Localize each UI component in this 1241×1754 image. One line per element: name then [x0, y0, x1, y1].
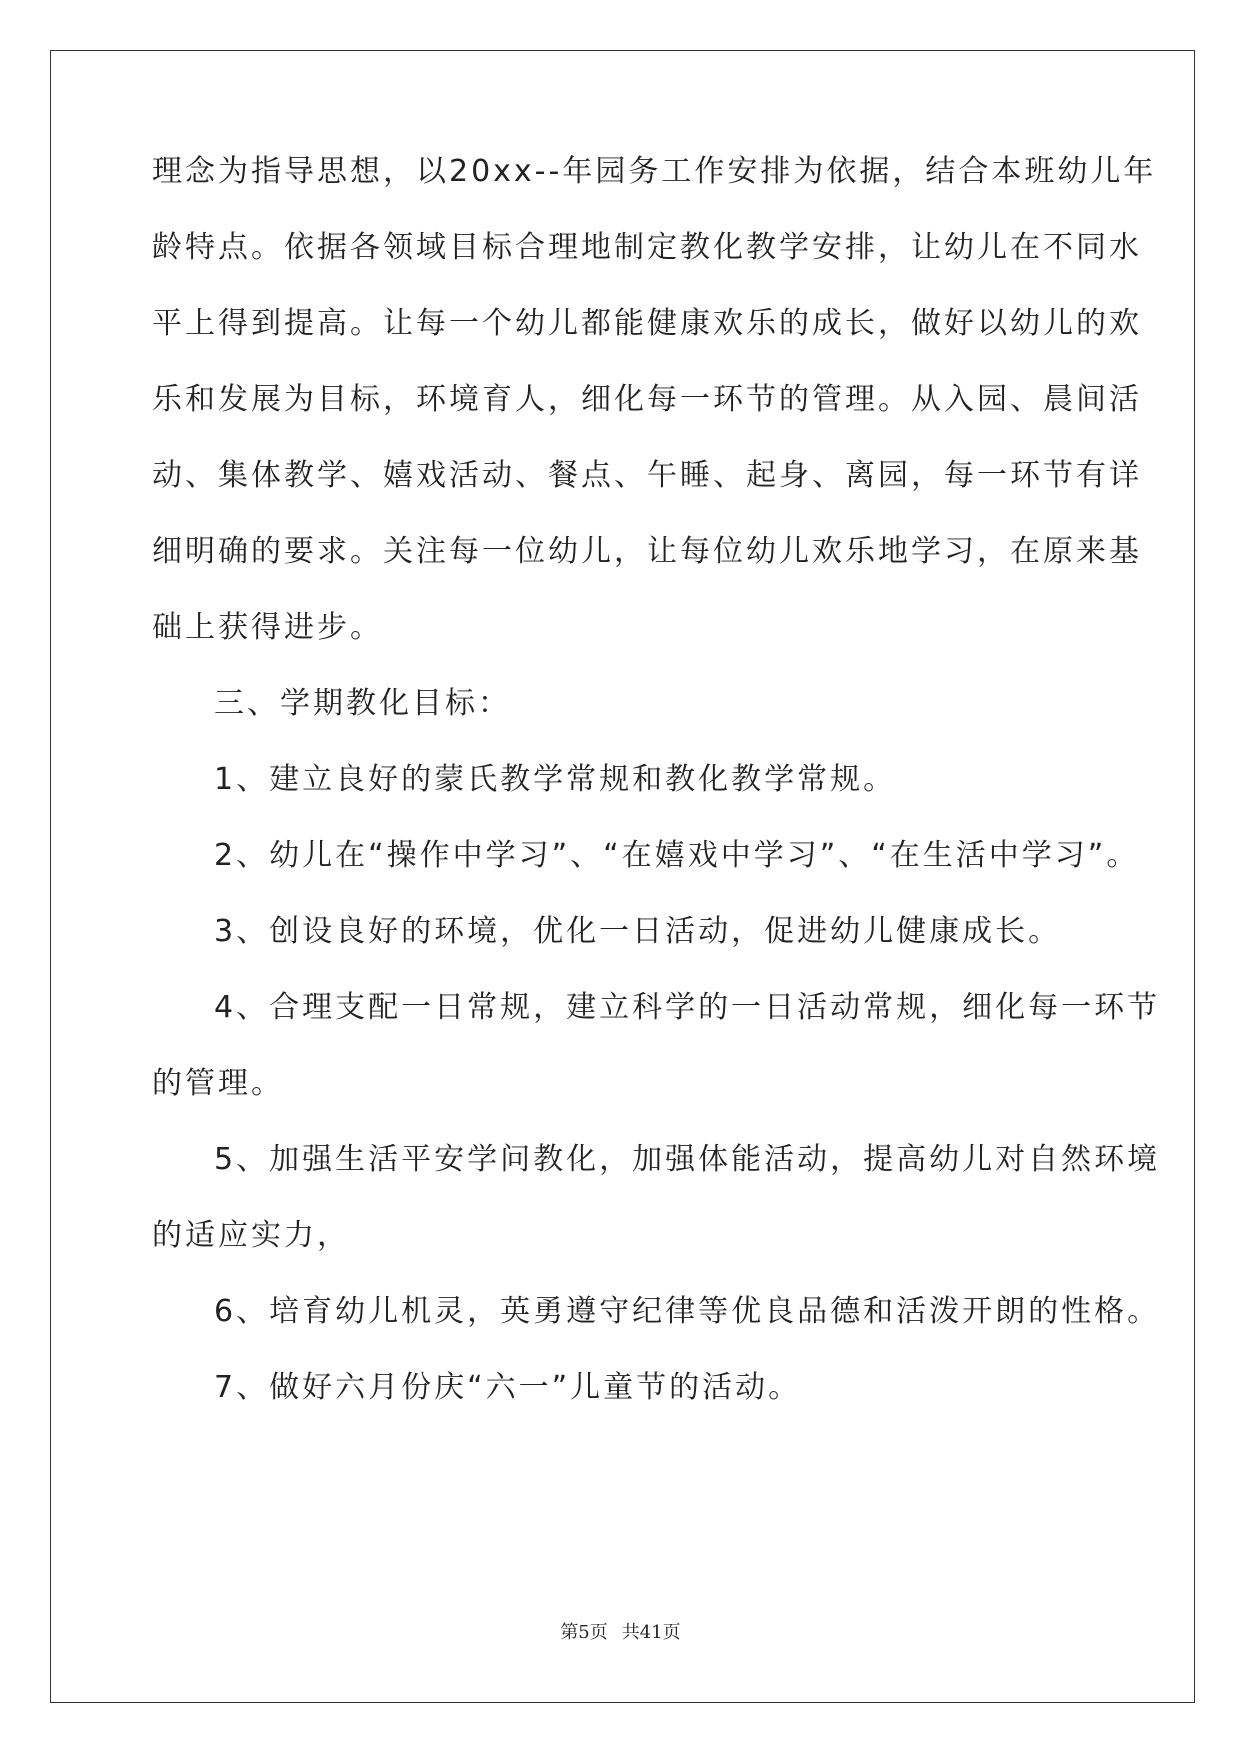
text-line: 龄特点。依据各领域目标合理地制定教化教学安排，让幼儿在不同水	[152, 230, 1142, 265]
list-item-continuation: 的管理。	[152, 1066, 284, 1101]
page-number: 第5页	[560, 1622, 608, 1643]
list-item: 5、加强生活平安学问教化，加强体能活动，提高幼儿对自然环境	[214, 1142, 1161, 1177]
page-footer	[0, 1622, 1241, 1644]
list-item-continuation: 的适应实力，	[152, 1218, 350, 1253]
text-line: 乐和发展为目标，环境育人，细化每一环节的管理。从入园、晨间活	[152, 382, 1142, 417]
text-line: 平上得到提高。让每一个幼儿都能健康欢乐的成长，做好以幼儿的欢	[152, 306, 1142, 341]
text-line: 础上获得进步。	[152, 610, 383, 645]
text-line: 细明确的要求。关注每一位幼儿，让每位幼儿欢乐地学习，在原来基	[152, 534, 1142, 569]
text-line: 动、集体教学、嬉戏活动、餐点、午睡、起身、离园，每一环节有详	[152, 458, 1142, 493]
list-item: 1、建立良好的蒙氏教学常规和教化教学常规。	[214, 762, 897, 797]
list-item: 6、培育幼儿机灵，英勇遵守纪律等优良品德和活泼开朗的性格。	[214, 1294, 1161, 1329]
page-total: 共41页	[621, 1622, 681, 1643]
list-item: 7、做好六月份庆“六一”儿童节的活动。	[214, 1370, 802, 1405]
text-line: 理念为指导思想，以20xx--年园务工作安排为依据，结合本班幼儿年	[152, 154, 1157, 189]
list-item: 2、幼儿在“操作中学习”、“在嬉戏中学习”、“在生活中学习”。	[214, 838, 1140, 873]
list-item: 3、创设良好的环境，优化一日活动，促进幼儿健康成长。	[214, 914, 1062, 949]
page-border	[50, 50, 1195, 1703]
section-heading: 三、学期教化目标：	[214, 686, 511, 721]
list-item: 4、合理支配一日常规，建立科学的一日活动常规，细化每一环节	[214, 990, 1161, 1025]
